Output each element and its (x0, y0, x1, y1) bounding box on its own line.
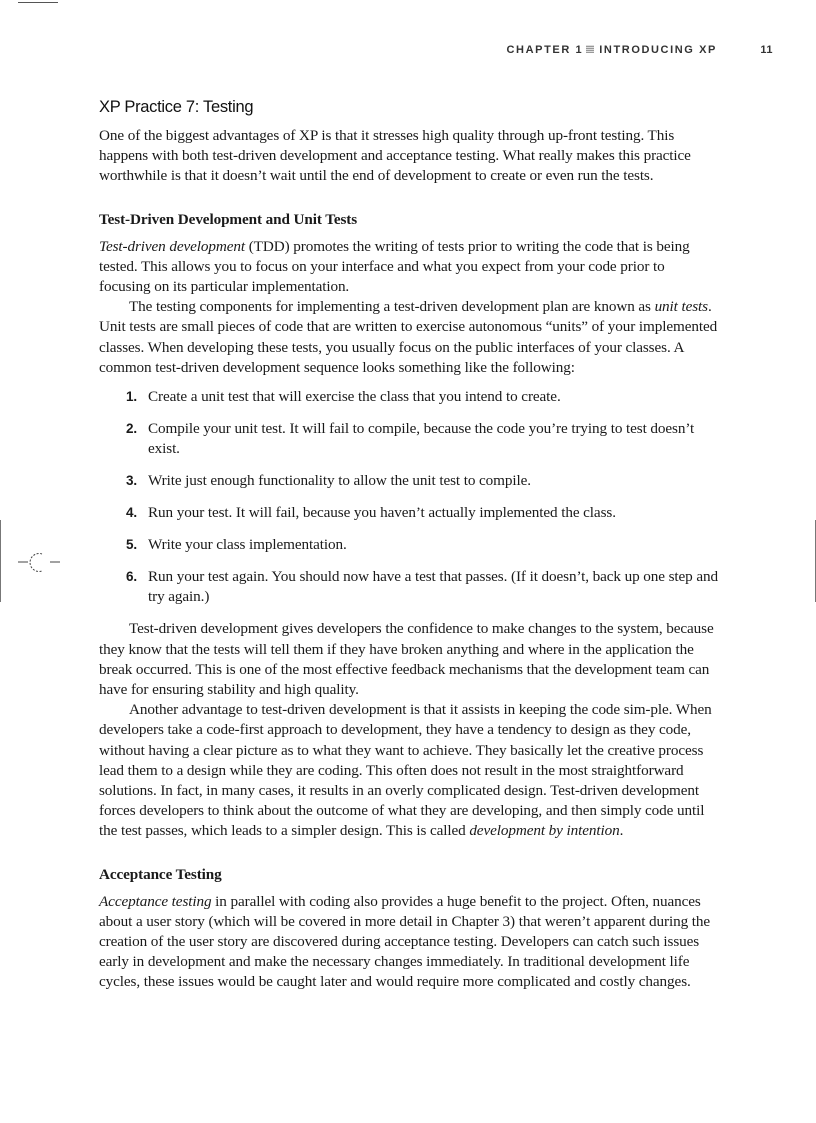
list-item (99, 535, 719, 555)
acceptance-term: Acceptance testing (99, 892, 212, 910)
list-item (99, 387, 719, 407)
page-body (99, 96, 719, 993)
page-number: 11 (760, 44, 773, 56)
step-number: 5. (126, 537, 138, 553)
list-item (99, 503, 719, 523)
chapter-title: INTRODUCING XP (599, 44, 717, 56)
tdd-paragraph-2-text: . Unit tests are small pieces of code that are written to exercise autonomous “units” of your implemented classes. When developing these tests, you usually focus on the public interfaces of your classes. A common test-driven development sequence looks something like the following: (99, 298, 718, 376)
section-title: XP Practice 7: Testing (99, 98, 254, 116)
step-number: 1. (126, 389, 138, 405)
chapter-heading (507, 44, 718, 56)
step-number: 6. (126, 569, 138, 585)
acceptance-heading: Acceptance Testing (99, 865, 222, 883)
step-text: Compile your unit test. It will fail to compile, because the code you’re trying to test doesn’t exist. (148, 420, 695, 458)
acceptance-paragraph-text: in parallel with coding also provides a huge benefit to the project. Often, nuances about a user story (which will be covered in more detail in Chapter 3) that weren’t apparent during the creation of the user story are discovered during acceptance testing. Developers can catch such issues early in development and make the necessary changes immediately. In traditional development life cycles, these issues would be caught later and would require more complicated and costly changes. (99, 892, 711, 991)
tdd-heading: Test-Driven Development and Unit Tests (99, 210, 358, 228)
tdd-paragraph-2-start: The testing components for implementing a test-driven development plan are known as (129, 298, 655, 316)
list-item (99, 419, 719, 459)
tdd-steps-list (99, 387, 719, 608)
tdd-paragraph-4-end: . (619, 822, 624, 840)
tdd-paragraph-4 (99, 700, 719, 841)
step-text: Run your test again. You should now have a test that passes. (If it doesn’t, back up one step and try again.) (148, 568, 719, 606)
list-item (99, 567, 719, 607)
acceptance-paragraph (99, 892, 719, 993)
development-by-intention-term: development by intention (469, 822, 620, 840)
tdd-paragraph-4-text: Another advantage to test-driven development is that it assists in keeping the code sim-ple. When developers take a code-first approach to development, they have a tendency to design as they code, without having a clear picture as to what they want to achieve. They basically let the creative process lead them to a design while they are coding. This often does not result in the most straightforward solutions. In fact, in many cases, it results in an overly complicated design. Test-driven development forces developers to think about the outcome of what they are developing, and then simply code until the test passes, which leads to a simpler design. This is called (99, 701, 712, 840)
step-number: 2. (126, 421, 138, 437)
separator-icon (586, 45, 594, 53)
tdd-paragraph-2 (99, 297, 719, 378)
step-number: 4. (126, 505, 138, 521)
intro-paragraph: One of the biggest advantages of XP is that it stresses high quality through up-front testing. This happens with both test-driven development and acceptance testing. What really makes this practice worthwhile is that it doesn’t wait until the end of development to create or even run the tests. (99, 127, 691, 185)
step-number: 3. (126, 473, 138, 489)
registration-mark-icon (18, 549, 62, 579)
tdd-paragraph-1-text: (TDD) promotes the writing of tests prior to writing the code that is being tested. This allows you to focus on your interface and what you expect from your code prior to focusing on its particular implementation. (99, 237, 690, 296)
step-text: Write just enough functionality to allow the unit test to compile. (148, 472, 531, 490)
step-text: Create a unit test that will exercise the class that you intend to create. (148, 388, 561, 406)
crop-mark-top (18, 0, 58, 3)
tdd-term: Test-driven development (99, 237, 246, 255)
margin-line-left (0, 520, 1, 602)
chapter-label: CHAPTER 1 (506, 44, 584, 56)
tdd-paragraph-1 (99, 237, 719, 298)
list-item (99, 471, 719, 491)
unit-tests-term: unit tests (654, 298, 708, 316)
tdd-paragraph-3: Test-driven development gives developers the confidence to make changes to the system, because they know that the tests will tell them if they have broken anything and where in the application the break occurred. This is one of the most effective feedback mechanisms that the development team can have for ensuring stability and high quality. (99, 620, 714, 699)
step-text: Run your test. It will fail, because you haven’t actually implemented the class. (148, 504, 616, 522)
step-text: Write your class implementation. (148, 536, 347, 554)
